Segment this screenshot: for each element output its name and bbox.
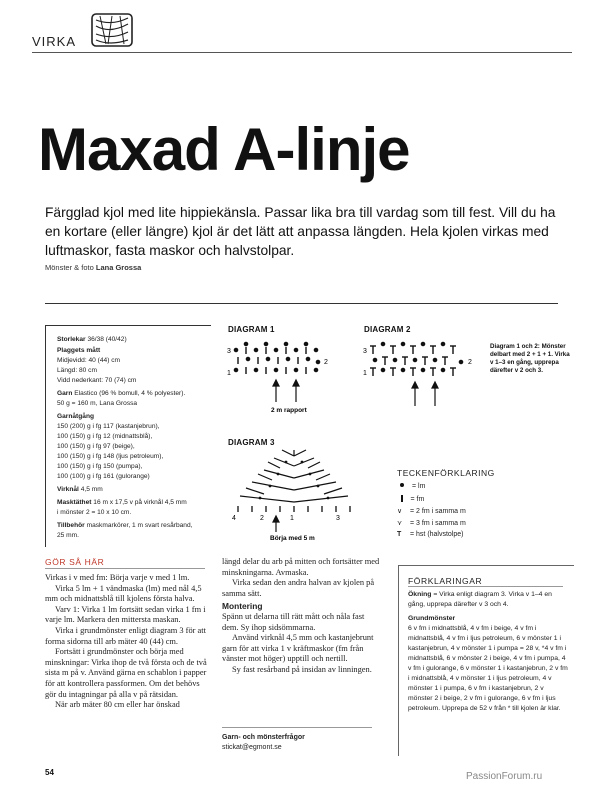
instr-p3: Varv 1: Virka 1 lm fortsätt sedan virka 1 fm i varje lm. Markera den mittersta maskan. (45, 604, 206, 625)
instructions-col-1 (45, 573, 207, 711)
yarn-label: Garn (57, 390, 73, 397)
instructions-heading: GÖR SÅ HÄR (45, 557, 105, 567)
contact-rule (222, 727, 372, 728)
diagram-3 (224, 448, 364, 548)
measure-1: Midjevidd: 40 (44) cm (57, 357, 121, 364)
d1-arrows (273, 380, 299, 402)
explanations-content (408, 590, 568, 714)
amount-4: 100 (150) g i fg 148 (ljus petroleum), (57, 453, 164, 460)
base-text: 6 v fm i midnattsblå, 4 v fm i beige, 4 v fm i midnattsblå, 4 v fm i ljus petroleum, 6 v mönster 1 i kastanjebrun, 4 v mönster 1 i pumpa = 28 v, *4 v fm i midnattsblå, 6 v mönster 2 i beige, 4 v fm i pumpa, 4 v fm i gulorange, 6 v mönster 1 i kastanjebrun, 2 v fm i midnattsblå, 4 v mönster 1 i ljus petroleum, 4 v mönster 1 i pumpa, 6 v fm i kastanjebrun, 2 v mönster 2 i beige, 2 v fm i gulorange, 6 v fm i ljus petroleum. Upprepa de 52 v från * till kjolen är klar. (408, 625, 568, 712)
section-tag: VIRKA (32, 34, 77, 49)
lm-symbol-icon (400, 483, 404, 487)
legend-hst-label: = hst (halvstolpe) (410, 531, 464, 538)
credit-name: Lana Grossa (95, 263, 142, 272)
fm-symbol-icon (401, 495, 403, 502)
size-value: 36/38 (40/42) (87, 336, 127, 343)
contact-email[interactable]: stickat@egmont.se (222, 744, 282, 751)
contact (222, 733, 305, 753)
legend-2fm (397, 507, 466, 515)
diagram-1 (224, 338, 344, 418)
hook-label: Virknål (57, 486, 79, 493)
instr-p2: Virka 5 lm + 1 vändmaska (lm) med nål 4,5 mm och midnattsblå till kjolens första halva. (45, 583, 202, 604)
legend-2fm-label: = 2 fm i samma m (410, 508, 466, 515)
specs-content (57, 335, 207, 542)
legend-lm-label: = lm (412, 483, 426, 490)
hst-symbol-icon: T (397, 531, 402, 538)
legend-fm-label: = fm (410, 496, 425, 503)
d2-row2: 2 (468, 359, 472, 366)
gauge-label: Masktäthet (57, 499, 92, 506)
d2-stitches (370, 342, 463, 376)
d2-arrows (412, 382, 438, 406)
hook-value: 4,5 mm (80, 486, 103, 493)
diagram-2-title: DIAGRAM 2 (364, 325, 411, 334)
credit-label: Mönster & foto (45, 263, 94, 272)
d3-row4: 4 (232, 515, 236, 522)
explanations-rule (408, 586, 563, 587)
d1-row3: 3 (227, 348, 231, 355)
amount-3: 100 (150) g i fg 97 (beige), (57, 443, 135, 450)
diagram-1-title: DIAGRAM 1 (228, 325, 275, 334)
d3-base (238, 506, 350, 512)
base-label: Grundmönster (408, 615, 456, 622)
inc-label: Ökning (408, 591, 432, 598)
legend-lm (397, 483, 425, 490)
instructions-col-2 (222, 557, 382, 676)
d1-row1: 1 (227, 370, 231, 377)
d3-fan (240, 450, 348, 502)
legend-3fm (397, 519, 466, 527)
d3-row3: 3 (336, 515, 340, 522)
d2-row1: 1 (363, 370, 367, 377)
d2-row3: 3 (363, 348, 367, 355)
montering-title: Montering (222, 601, 263, 612)
acc-label: Tillbehör (57, 522, 85, 529)
credit (45, 263, 141, 272)
measure-2: Längd: 80 cm (57, 367, 97, 374)
amount-1: 150 (200) g i fg 117 (kastanjebrun), (57, 423, 160, 430)
inc-text: = Virka enligt diagram 3. Virka v 1–4 en gång, upprepa därefter v 3 och 4. (408, 591, 552, 608)
gauge-value: 16 m x 17,5 v på virknål 4,5 mm (93, 499, 187, 506)
instr-p4: Virka i grundmönster enligt diagram 3 för att forma sidorna till arb mäter 40 (44) cm. (45, 625, 206, 646)
amount-label: Garnåtgång (57, 413, 95, 420)
amount-6: 100 (100) g i fg 161 (gulorange) (57, 473, 150, 480)
yarn-logo-icon (90, 12, 134, 48)
instr-p1: Virkas i v med fm: Börja varje v med 1 lm. (45, 573, 190, 582)
instr-p6: När arb mäter 80 cm eller har önskad (55, 700, 180, 710)
legend-3fm-label: = 3 fm i samma m (410, 520, 466, 527)
gauge-value-2: i mönster 2 = 10 x 10 cm. (57, 509, 132, 516)
explanations-title: FÖRKLARINGAR (408, 576, 483, 586)
d3-start: Börja med 5 m (270, 535, 315, 542)
d3-arrow (273, 516, 279, 532)
d3-row2: 2 (260, 515, 264, 522)
three-fm-symbol-icon: ⋎ (397, 520, 403, 527)
d3-dots (259, 461, 330, 500)
instr-m3: Sy fast resårband på insidan av linningen. (232, 664, 372, 674)
acc-value-2: 25 mm. (57, 532, 79, 539)
measure-label: Plaggets mått (57, 347, 101, 354)
yarn-value-2: 50 g = 160 m, Lana Grossa (57, 400, 138, 407)
instr-p7: längd delar du arb på mitten och fortsätter med minskningarna. Avmaska. (222, 557, 380, 577)
d1-rapport: 2 m rapport (271, 407, 307, 414)
diagram-note: Diagram 1 och 2: Mönster delbart med 2 + 1 + 1. Virka v 1–3 en gång, upprepa därefter v 2 och 3. (490, 343, 570, 374)
d1-stitches (234, 342, 319, 374)
d3-row1: 1 (290, 515, 294, 522)
watermark: PassionForum.ru (466, 771, 543, 782)
diagram-2 (360, 338, 490, 418)
instr-m1: Spänn ut delarna till rätt mått och nåla fast dem. Sy ihop sidsömmarna. (222, 611, 365, 632)
instr-m2: Använd virknål 4,5 mm och kastanjebrunt garn för att virka 1 v kräftmaskor (fm från vänster mot höger) upptill och nertill. (222, 633, 374, 664)
lead-text: Färgglad kjol med lite hippiekänsla. Passar lika bra till vardag som till fest. Vill du ha en kortare (eller längre) kjol är det lätt att anpassa längden. Hela kjolen virkas med luftmaskor, fasta maskor och halvstolpar. (45, 205, 556, 258)
instr-p5: Fortsätt i grundmönster och börja med minskningar: Virka ihop de två första och de två sista m på v. Använd gärna en schablon i papper för att kontrollera passformen. Om det behövs gör du intagningar på alla v på rätsidan. (45, 647, 207, 699)
page-number: 54 (45, 768, 54, 777)
measure-3: Vidd nederkant: 70 (74) cm (57, 377, 137, 384)
d1-row2: 2 (324, 359, 328, 366)
amount-2: 100 (150) g i fg 12 (midnattsblå), (57, 433, 153, 440)
instr-p8: Virka sedan den andra halvan av kjolen på samma sätt. (222, 578, 375, 598)
acc-value: maskmarkörer, 1 m svart resårband, (86, 522, 193, 529)
diagram-3-title: DIAGRAM 3 (228, 438, 275, 447)
contact-label: Garn- och mönsterfrågor (222, 734, 305, 741)
legend-fm (397, 495, 424, 503)
two-fm-symbol-icon: ∨ (397, 508, 403, 515)
instructions-rule (45, 568, 205, 569)
size-label: Storlekar (57, 336, 86, 343)
section-rule (45, 303, 558, 304)
legend-title: TECKENFÖRKLARING (397, 468, 495, 478)
amount-5: 100 (150) g i fg 150 (pumpa), (57, 463, 143, 470)
yarn-value: Elastico (96 % bomull, 4 % polyester). (74, 390, 186, 397)
legend-hst (397, 531, 464, 538)
article-title: Maxad A-linje (38, 116, 410, 183)
header-rule (32, 52, 572, 53)
